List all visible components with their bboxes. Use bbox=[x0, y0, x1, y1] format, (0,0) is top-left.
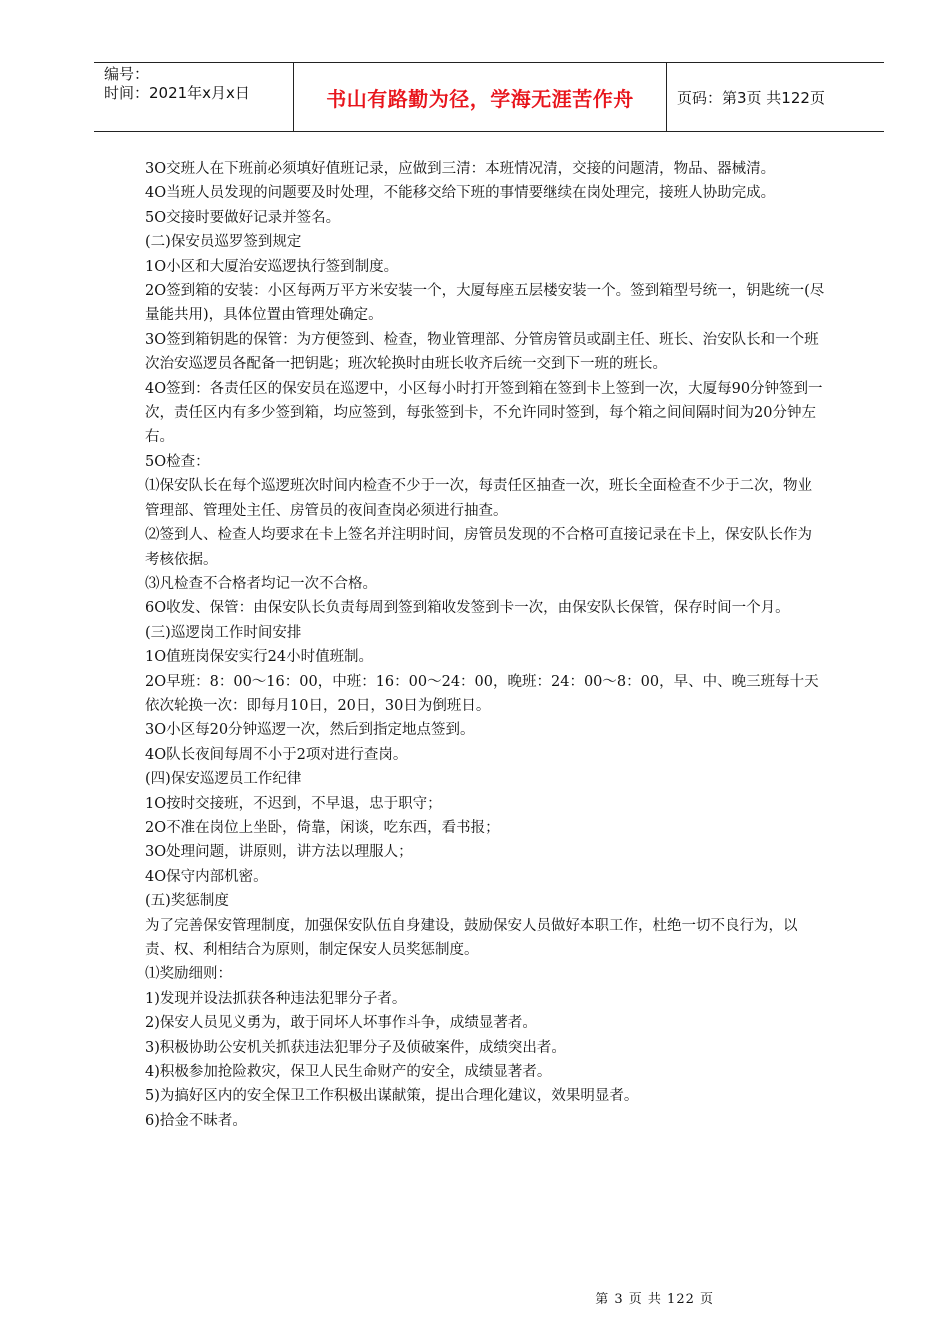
page-footer: 第 3 页 共 122 页 bbox=[595, 1292, 714, 1307]
body-paragraph: 2)保安人员见义勇为，敢于同坏人坏事作斗争，成绩显著者。 bbox=[145, 1015, 537, 1032]
body-paragraph: 1O按时交接班，不迟到，不早退，忠于职守； bbox=[145, 795, 442, 812]
header-motto-cell bbox=[294, 63, 667, 131]
body-paragraph: ⑴保安队长在每个巡逻班次时间内检查不少于一次，每责任区抽查一次，班长全面检查不少于二次，物业管理部、管理处主任、房管员的夜间查岗必须进行抽查。 bbox=[145, 478, 812, 519]
body-paragraph: 3O签到箱钥匙的保管：为方便签到、检查，物业管理部、分管房管员或副主任、班长、治安队长和一个班次治安巡逻员各配备一把钥匙；班次轮换时由班长收齐后统一交到下一班的班长。 bbox=[145, 331, 819, 373]
body-paragraph: 为了完善保安管理制度，加强保安队伍自身建设，鼓励保安人员做好本职工作，杜绝一切不良行为，以责、权、利相结合为原则，制定保安人员奖惩制度。 bbox=[145, 917, 798, 958]
body-paragraph: 5O检查： bbox=[145, 453, 210, 470]
body-paragraph: 4O当班人员发现的问题要及时处理，不能移交给下班的事情要继续在岗处理完，接班人协助完成。 bbox=[145, 185, 776, 202]
body-paragraph: 2O早班：8：00～16：00，中班：16：00～24：00，晚班：24：00～8：00，早、中、晚三班每十天依次轮换一次：即每月10日，20日，30日为倒班日。 bbox=[145, 673, 819, 714]
document-body bbox=[145, 157, 825, 1133]
number-label: 编号： bbox=[104, 65, 150, 83]
body-paragraph: 6)拾金不昧者。 bbox=[145, 1112, 247, 1129]
body-paragraph: 3O处理问题，讲原则，讲方法以理服人； bbox=[145, 844, 413, 861]
body-paragraph: (四)保安巡逻员工作纪律 bbox=[145, 771, 302, 788]
body-paragraph: 1O小区和大厦治安巡逻执行签到制度。 bbox=[145, 258, 399, 275]
time-label: 时间：2021年x月x日 bbox=[104, 84, 250, 102]
body-paragraph: 4O签到：各责任区的保安员在巡逻中，小区每小时打开签到箱在签到卡上签到一次，大厦每90分钟签到一次，责任区内有多少签到箱，均应签到，每张签到卡，不允许同时签到，每个箱之间间隔时间为20分钟左右。 bbox=[145, 380, 823, 446]
body-paragraph: ⑵签到人、检查人均要求在卡上签名并注明时间，房管员发现的不合格可直接记录在卡上，保安队长作为考核依据。 bbox=[145, 527, 812, 568]
body-paragraph: 5)为搞好区内的安全保卫工作积极出谋献策，提出合理化建议，效果明显者。 bbox=[145, 1088, 639, 1105]
body-paragraph: 3O交班人在下班前必须填好值班记录，应做到三清：本班情况清，交接的问题清，物品、器械清。 bbox=[145, 161, 776, 177]
body-paragraph: 3O小区每20分钟巡逻一次，然后到指定地点签到。 bbox=[145, 722, 475, 739]
body-paragraph: 2O不准在岗位上坐卧，倚靠，闲谈，吃东西，看书报； bbox=[145, 819, 500, 836]
body-paragraph: 4)积极参加抢险救灾，保卫人民生命财产的安全，成绩显著者。 bbox=[145, 1064, 552, 1081]
body-paragraph: 3)积极协助公安机关抓获违法犯罪分子及侦破案件，成绩突出者。 bbox=[145, 1039, 566, 1056]
body-paragraph: 1O值班岗保安实行24小时值班制。 bbox=[145, 649, 374, 666]
body-paragraph: (二)保安员巡罗签到规定 bbox=[145, 234, 302, 251]
body-paragraph: 4O保守内部机密。 bbox=[145, 868, 268, 885]
body-paragraph: (三)巡逻岗工作时间安排 bbox=[145, 624, 302, 641]
body-paragraph: 4O队长夜间每周不小于2项对进行查岗。 bbox=[145, 746, 408, 763]
body-paragraph: 2O签到箱的安装：小区每两万平方米安装一个，大厦每座五层楼安装一个。签到箱型号统一，钥匙统一(尽量能共用)，具体位置由管理处确定。 bbox=[145, 283, 825, 324]
page-info: 页码：第3页 共122页 bbox=[677, 88, 825, 107]
body-paragraph: (五)奖惩制度 bbox=[145, 893, 229, 910]
header-meta bbox=[94, 63, 294, 131]
body-paragraph: ⑴奖励细则： bbox=[145, 966, 232, 983]
motto-text: 书山有路勤为径，学海无涯苦作舟 bbox=[326, 86, 634, 111]
body-paragraph: 1)发现并设法抓获各种违法犯罪分子者。 bbox=[145, 990, 407, 1007]
header-page-cell bbox=[667, 63, 884, 131]
body-paragraph: ⑶凡检查不合格者均记一次不合格。 bbox=[145, 575, 377, 592]
document-header bbox=[94, 62, 884, 132]
body-paragraph: 6O收发、保管：由保安队长负责每周到签到箱收发签到卡一次，由保安队长保管，保存时间一个月。 bbox=[145, 600, 790, 617]
body-paragraph: 5O交接时要做好记录并签名。 bbox=[145, 209, 341, 226]
